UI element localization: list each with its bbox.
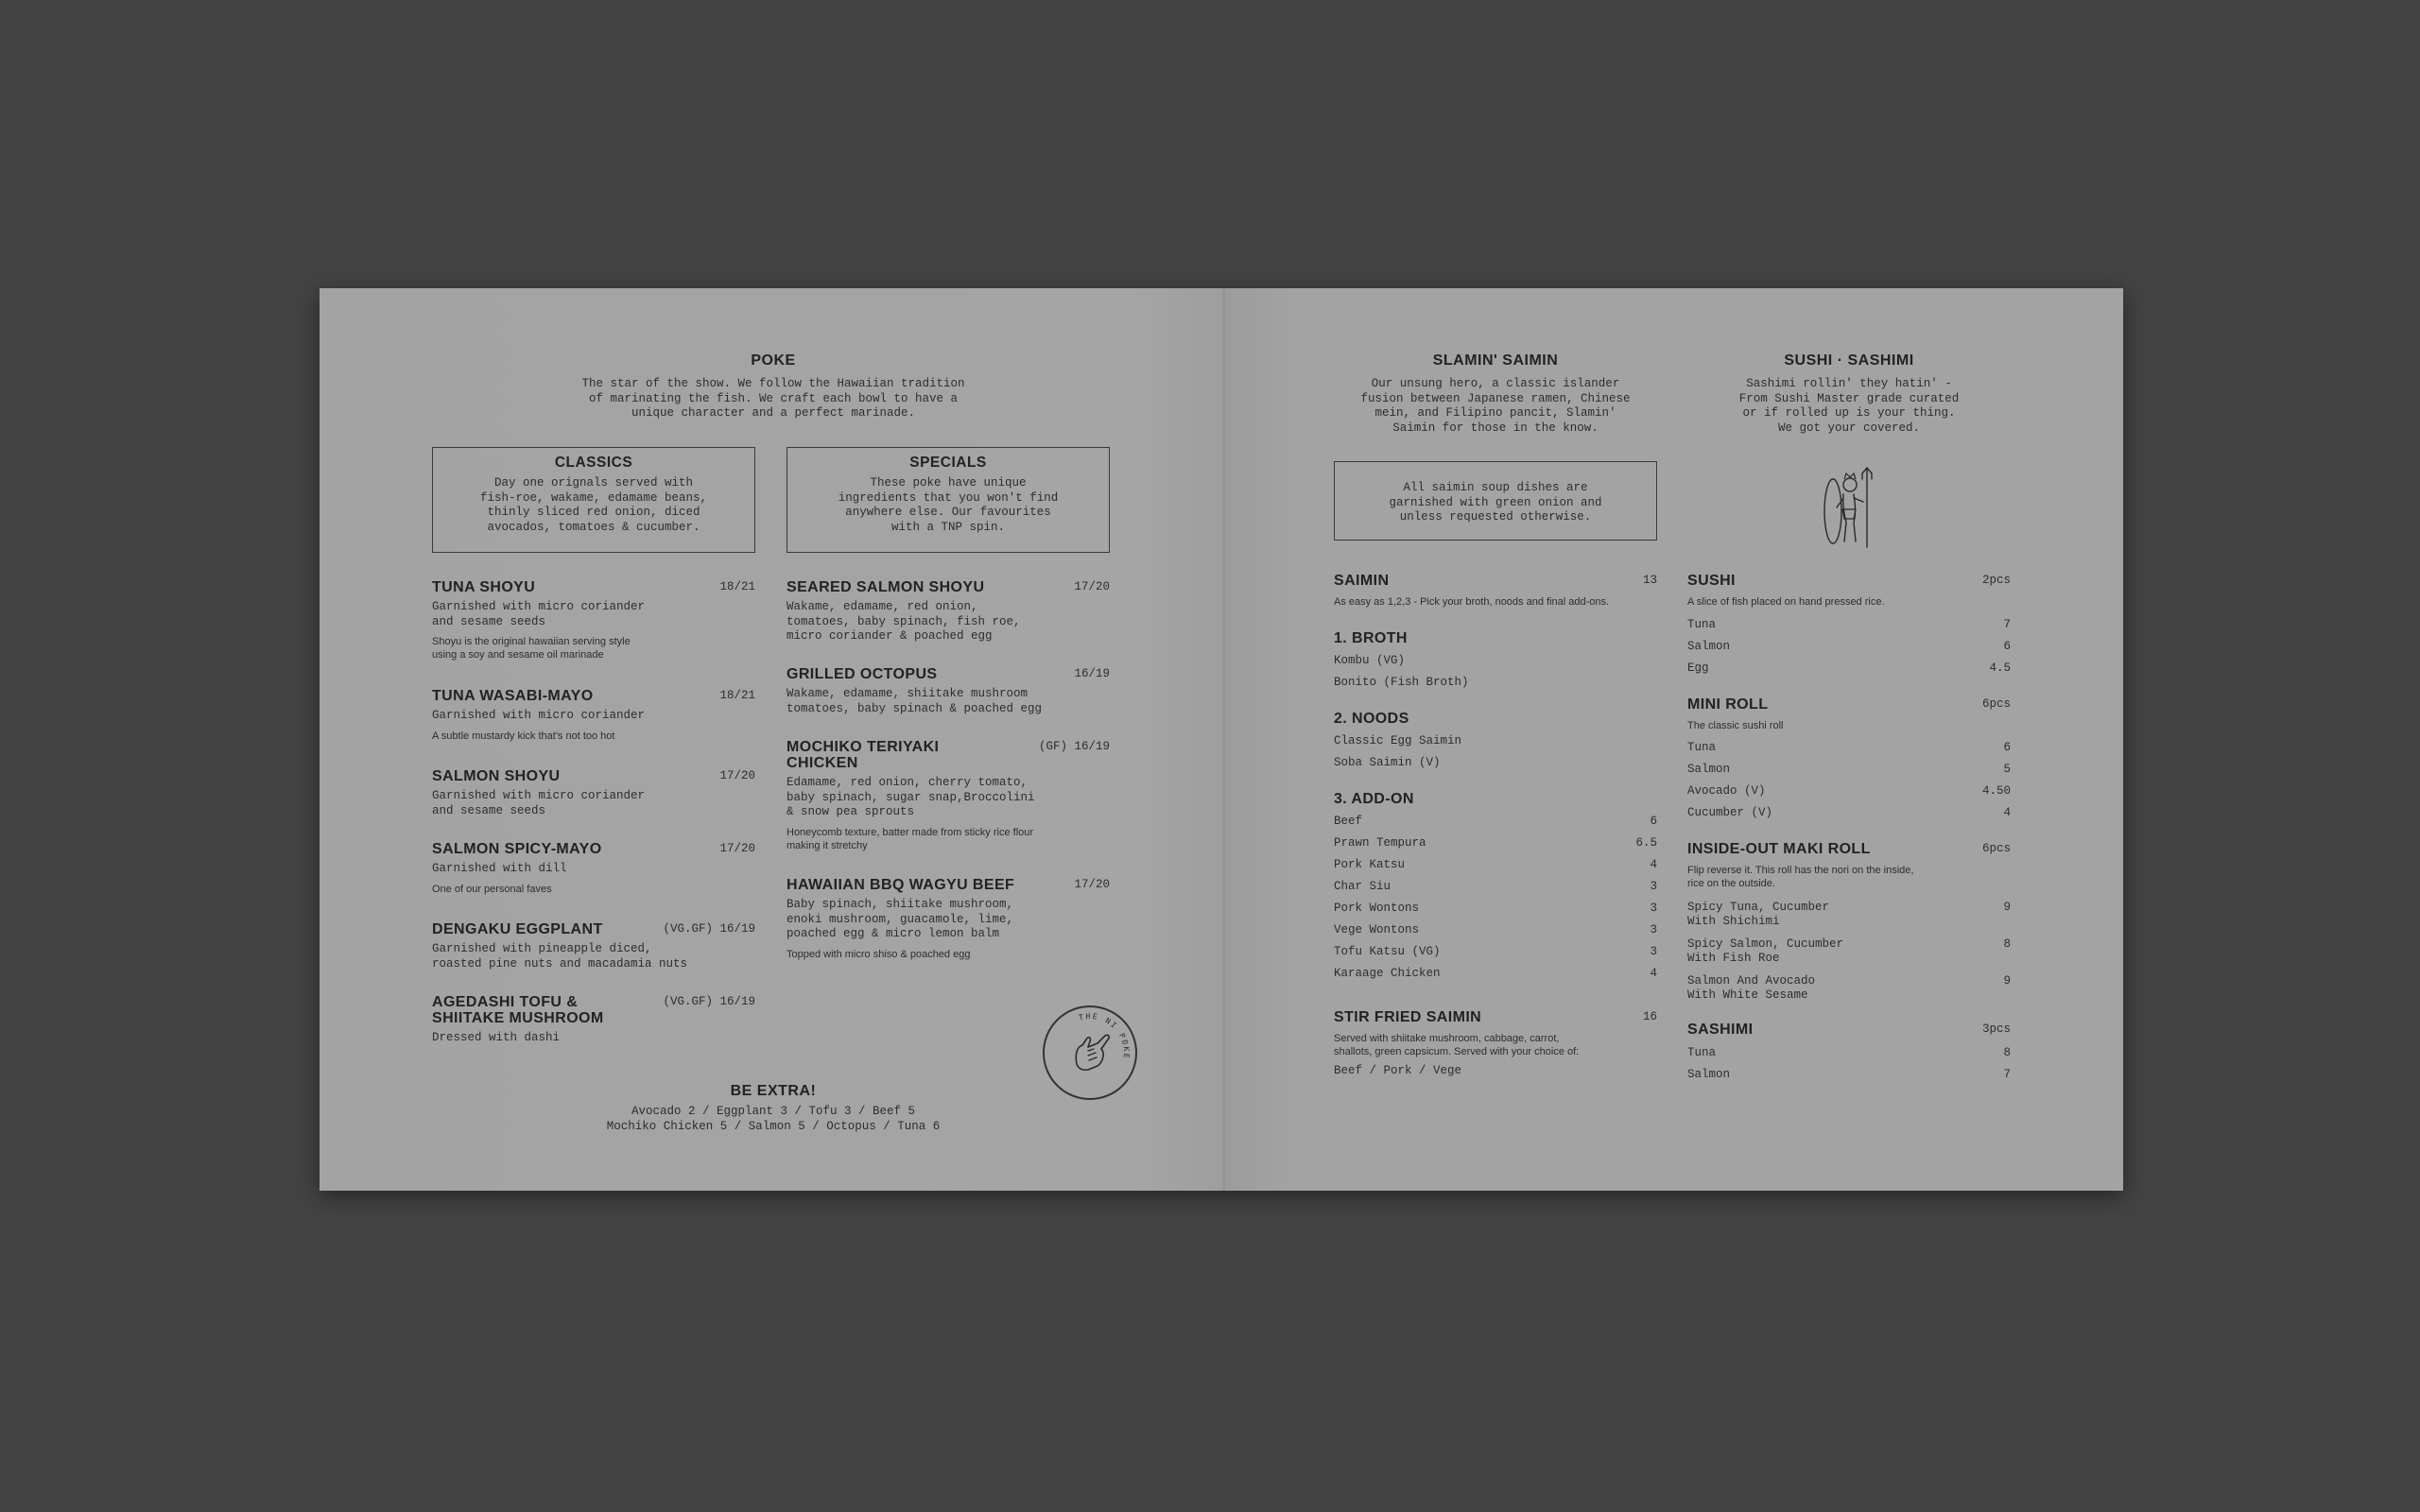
- maki-roll-row: Salmon And Avocado With White Sesame 9: [1687, 974, 2011, 1002]
- slamin-saimin-title: SLAMIN' SAIMIN: [1432, 352, 1559, 369]
- shaka-hand-icon: [1043, 1005, 1137, 1100]
- menu-item-grilled-octopus: GRILLED OCTOPUS 16/19 Wakame, edamame, shiitake mushroom tomatoes, baby spinach & poached egg: [786, 666, 1110, 715]
- noods-option: Classic Egg Saimin: [1334, 734, 1462, 747]
- menu-item-tuna-shoyu: TUNA SHOYU 18/21 Garnished with micro coriander and sesame seeds Shoyu is the original hawaiian serving style using a soy and sesame oil marinade: [432, 579, 755, 661]
- sushi-row: Egg 4.5: [1687, 662, 2011, 675]
- sashimi-row: Tuna 8: [1687, 1046, 2011, 1059]
- logo-text: THE NI POKE: [1078, 1011, 1132, 1061]
- be-extra-title: BE EXTRA!: [730, 1083, 817, 1099]
- noods-option: Soba Saimin (V): [1334, 756, 1441, 769]
- addon-row: Karaage Chicken 4: [1334, 967, 1657, 980]
- menu-item-salmon-spicy-mayo: SALMON SPICY-MAYO 17/20 Garnished with dill One of our personal faves: [432, 841, 755, 895]
- poke-description: The star of the show. We follow the Hawaiian tradition of marinating the fish. We craft each bowl to have a unique character and a perfect marinade.: [581, 377, 965, 420]
- slamin-saimin-description: Our unsung hero, a classic islander fusion between Japanese ramen, Chinese mein, and Filipino pancit, Slamin' Saimin for those in the know.: [1360, 377, 1631, 435]
- menu-item-agedashi-tofu: AGEDASHI TOFU & SHIITAKE MUSHROOM (VG.GF) 16/19 Dressed with dashi: [432, 994, 755, 1044]
- mini-roll-row: Cucumber (V) 4: [1687, 806, 2011, 819]
- broth-option: Bonito (Fish Broth): [1334, 676, 1469, 689]
- menu-item-mini-roll: MINI ROLL 6pcs The classic sushi roll: [1687, 696, 2011, 731]
- menu-item-tuna-wasabi-mayo: TUNA WASABI-MAYO 18/21 Garnished with micro coriander A subtle mustardy kick that's not too hot: [432, 688, 755, 742]
- noods-section: 2. NOODS: [1334, 711, 1409, 727]
- menu-item-sashimi: SASHIMI 3pcs: [1687, 1022, 2011, 1038]
- sashimi-row: Salmon 7: [1687, 1068, 2011, 1081]
- menu-item-mochiko-teriyaki-chicken: MOCHIKO TERIYAKI CHICKEN (GF) 16/19 Edamame, red onion, cherry tomato, baby spinach, sugar snap,Broccolini & snow pea sprouts Honeycomb texture, batter made from sticky rice flour making it stretchy: [786, 739, 1110, 851]
- addon-section: 3. ADD-ON: [1334, 791, 1414, 807]
- surfer-warrior-icon: [1818, 466, 1880, 549]
- menu-item-inside-out-maki-roll: INSIDE-OUT MAKI ROLL 6pcs Flip reverse it. This roll has the nori on the inside, rice on the outside.: [1687, 841, 2011, 889]
- menu-item-saimin: SAIMIN 13 As easy as 1,2,3 - Pick your broth, noods and final add-ons.: [1334, 573, 1657, 608]
- classics-box: [432, 447, 755, 553]
- sushi-row: Salmon 6: [1687, 640, 2011, 653]
- menu-item-hawaiian-bbq-wagyu-beef: HAWAIIAN BBQ WAGYU BEEF 17/20 Baby spinach, shiitake mushroom, enoki mushroom, guacamole, lime, poached egg & micro lemon balm Topped with micro shiso & poached egg: [786, 877, 1110, 960]
- addon-row: Pork Katsu 4: [1334, 858, 1657, 871]
- specials-description: These poke have unique ingredients that you won't find anywhere else. Our favourites with a TNP spin.: [838, 476, 1059, 534]
- broth-option: Kombu (VG): [1334, 654, 1406, 667]
- mini-roll-row: Tuna 6: [1687, 741, 2011, 754]
- be-extra-description: Avocado 2 / Eggplant 3 / Tofu 3 / Beef 5 Mochiko Chicken 5 / Salmon 5 / Octopus / Tuna 6: [606, 1105, 941, 1133]
- addon-row: Pork Wontons 3: [1334, 902, 1657, 915]
- menu-item-seared-salmon-shoyu: SEARED SALMON SHOYU 17/20 Wakame, edamame, red onion, tomatoes, baby spinach, fish roe, micro coriander & poached egg: [786, 579, 1110, 643]
- addon-row: Tofu Katsu (VG) 3: [1334, 945, 1657, 958]
- maki-roll-row: Spicy Salmon, Cucumber With Fish Roe 8: [1687, 937, 2011, 965]
- specials-title: SPECIALS: [909, 455, 987, 471]
- sushi-sashimi-title: SUSHI · SASHIMI: [1784, 352, 1914, 369]
- maki-roll-row: Spicy Tuna, Cucumber With Shichimi 9: [1687, 901, 2011, 928]
- addon-row: Char Siu 3: [1334, 880, 1657, 893]
- sushi-sashimi-description: Sashimi rollin' they hatin' - From Sushi Master grade curated or if rolled up is your thing. We got your covered.: [1738, 377, 1960, 435]
- menu-item-sushi: SUSHI 2pcs A slice of fish placed on hand pressed rice.: [1687, 573, 2011, 608]
- specials-box: [786, 447, 1110, 553]
- poke-title: POKE: [751, 352, 796, 369]
- broth-section: 1. BROTH: [1334, 630, 1408, 646]
- saimin-note-box: All saimin soup dishes are garnished with green onion and unless requested otherwise.: [1334, 461, 1657, 541]
- addon-row: Prawn Tempura 6.5: [1334, 836, 1657, 850]
- sushi-row: Tuna 7: [1687, 618, 2011, 631]
- classics-description: Day one orignals served with fish-roe, wakame, edamame beans, thinly sliced red onion, diced avocados, tomatoes & cucumber.: [479, 476, 708, 534]
- page-fold: [1222, 288, 1225, 1191]
- menu-item-stir-fried-saimin: STIR FRIED SAIMIN 16 Served with shiitake mushroom, cabbage, carrot, shallots, green capsicum. Served with your choice of: Beef / Pork / Vege: [1334, 1009, 1657, 1077]
- menu-spread: [320, 288, 2123, 1191]
- mini-roll-row: Salmon 5: [1687, 763, 2011, 776]
- mini-roll-row: Avocado (V) 4.50: [1687, 784, 2011, 798]
- classics-title: CLASSICS: [554, 455, 633, 471]
- menu-item-salmon-shoyu: SALMON SHOYU 17/20 Garnished with micro coriander and sesame seeds: [432, 768, 755, 817]
- addon-row: Vege Wontons 3: [1334, 923, 1657, 936]
- menu-item-dengaku-eggplant: DENGAKU EGGPLANT (VG.GF) 16/19 Garnished with pineapple diced, roasted pine nuts and macadamia nuts: [432, 921, 755, 971]
- addon-row: Beef 6: [1334, 815, 1657, 828]
